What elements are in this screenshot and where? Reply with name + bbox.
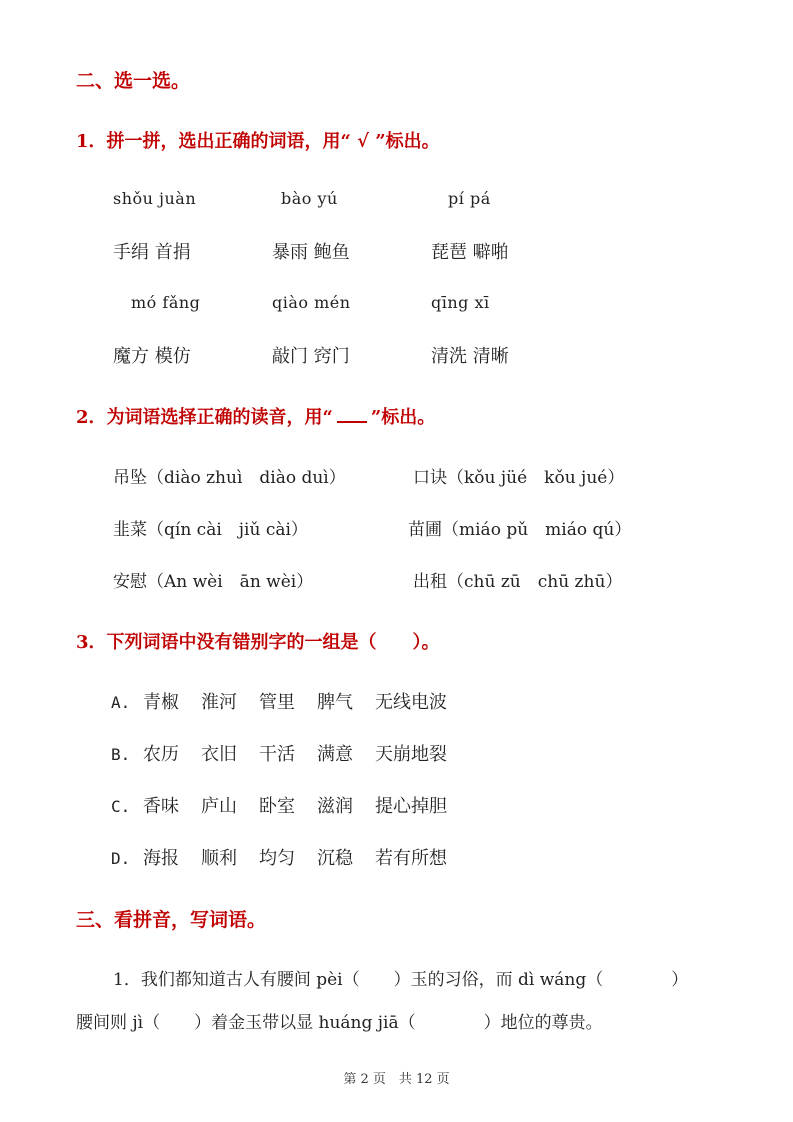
question-2-title (76, 403, 435, 429)
question-1-title (76, 127, 440, 153)
option-word: 无线电波 (375, 692, 447, 713)
q2-item-4: 苗圃（miáo pǔ miáo qú） (408, 520, 632, 540)
q2-item-2: 口诀（kǒu jüé kǒu jué） (413, 468, 625, 488)
s3-sentence-line-1: 1．我们都知道古人有腰间 pèi（ ）玉的习俗，而 dì wáng（ ） (113, 970, 689, 990)
q1-words-2: 暴雨 鲍鱼 (272, 242, 350, 263)
q1-words-1: 手绢 首捐 (113, 242, 191, 263)
option-word: 衣旧 (201, 744, 237, 765)
option-label: B. (111, 745, 131, 764)
q3-option-a (111, 688, 469, 714)
option-word: 海报 (143, 848, 179, 869)
page-footer: 第 2 页 共 12 页 (343, 1072, 450, 1087)
question-2-title-suffix: ”标出。 (370, 407, 436, 428)
option-word: 滋润 (317, 796, 353, 817)
option-word: 满意 (317, 744, 353, 765)
q1-pinyin-4: mó fǎng (131, 293, 201, 312)
s3-sentence-line-2: 腰间则 jì（ ）着金玉带以显 huáng jiā（ ）地位的尊贵。 (76, 1013, 603, 1033)
option-word: 天崩地裂 (375, 744, 447, 765)
option-label: D. (111, 849, 131, 868)
option-word: 庐山 (201, 796, 237, 817)
q3-option-c (111, 792, 469, 818)
q2-item-6: 出租（chū zū chū zhū） (413, 572, 623, 592)
q1-words-3: 琵琶 噼啪 (431, 242, 509, 263)
q1-pinyin-5: qiào mén (272, 293, 351, 312)
option-word: 香味 (143, 796, 179, 817)
option-word: 沉稳 (317, 848, 353, 869)
question-1-title-text: 1．拼一拼，选出正确的词语，用“ √ ”标出。 (76, 131, 440, 152)
question-3-title (76, 628, 440, 654)
q2-item-5: 安慰（An wèi ān wèi） (113, 572, 314, 592)
q2-item-1: 吊坠（diào zhuì diào duì） (113, 468, 346, 488)
option-word: 顺利 (201, 848, 237, 869)
q1-words-5: 敲门 窍门 (272, 346, 350, 367)
q1-pinyin-1: shǒu juàn (113, 189, 197, 208)
option-word: 农历 (143, 744, 179, 765)
q3-option-b (111, 740, 469, 766)
question-2-title-prefix: 2．为词语选择正确的读音，用“ (76, 407, 333, 428)
q1-words-4: 魔方 模仿 (113, 346, 191, 367)
option-word: 淮河 (201, 692, 237, 713)
section-2-heading: 二、选一选。 (76, 70, 191, 92)
q2-item-3: 韭菜（qín cài jiǔ cài） (113, 520, 308, 540)
option-word: 若有所想 (375, 848, 447, 869)
question-3-title-text: 3．下列词语中没有错别字的一组是（ ）。 (76, 632, 440, 653)
option-word: 均匀 (259, 848, 295, 869)
option-word: 提心掉胆 (375, 796, 447, 817)
q3-option-d (111, 844, 469, 870)
underline-mark-sample (337, 407, 367, 423)
option-word: 管里 (259, 692, 295, 713)
section-3-heading: 三、看拼音，写词语。 (76, 909, 267, 931)
option-word: 脾气 (317, 692, 353, 713)
option-label: C. (111, 797, 131, 816)
option-word: 干活 (259, 744, 295, 765)
q1-pinyin-3: pí pá (448, 189, 491, 208)
q1-pinyin-6: qīng xī (431, 293, 490, 312)
option-label: A. (111, 693, 131, 712)
option-word: 卧室 (259, 796, 295, 817)
option-word: 青椒 (143, 692, 179, 713)
q1-words-6: 清洗 清晰 (431, 346, 509, 367)
q1-pinyin-2: bào yú (281, 189, 338, 208)
